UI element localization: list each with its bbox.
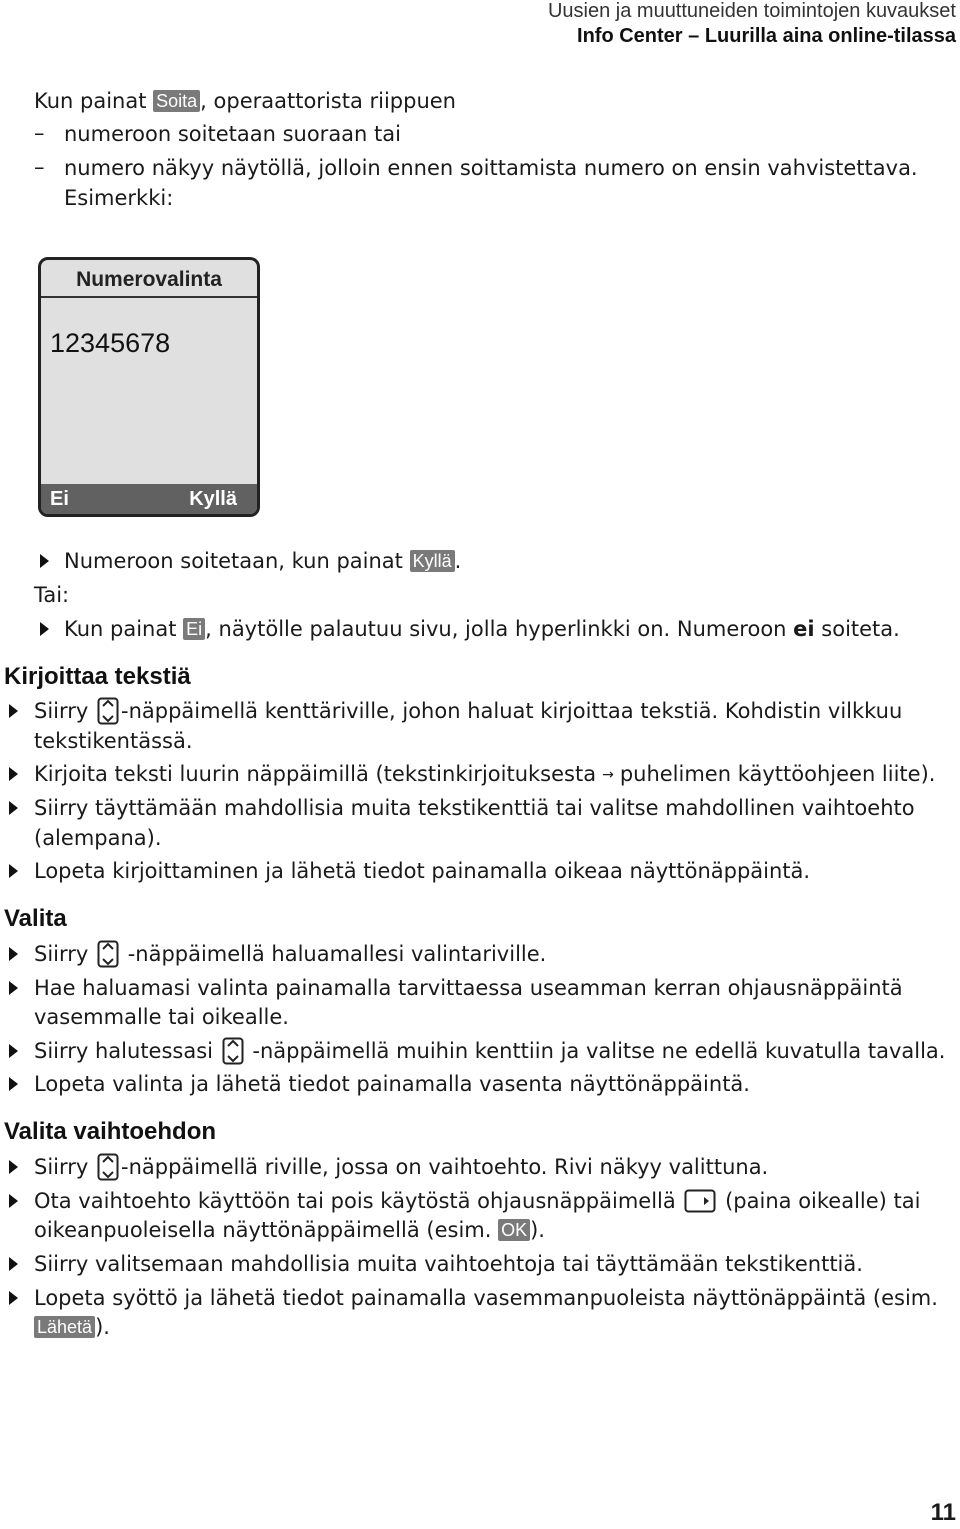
s1-bullet-3: Siirry täyttämään mahdollisia muita tekstikenttiä tai valitse mahdollinen vaihtoehto	[34, 796, 915, 820]
bullet-arrow-icon	[9, 981, 18, 995]
bullet-arrow-icon	[9, 947, 18, 961]
page-number: 11	[930, 1499, 956, 1526]
s1-bullet-3-cont: (alempana).	[34, 826, 162, 850]
intro-dash-2: numero näkyy näytöllä, jolloin ennen soittamista numero on ensin vahvistettava.	[64, 156, 918, 180]
s3-bullet-3: Siirry valitsemaan mahdollisia muita vaihtoehtoja tai täyttämään tekstikenttiä.	[34, 1252, 863, 1276]
bullet-arrow-icon	[9, 767, 18, 781]
heading-kirjoittaa-tekstia: Kirjoittaa tekstiä	[4, 663, 191, 690]
nav-key-right-icon	[684, 1189, 716, 1213]
heading-valita-vaihtoehdon: Valita vaihtoehdon	[4, 1118, 217, 1145]
phone-display-number: 12345678	[50, 328, 171, 358]
s3-bullet-4-cont: Lähetä ).	[34, 1313, 110, 1342]
reference-arrow-icon: →	[602, 767, 614, 783]
s2-bullet-4: Lopeta valinta ja lähetä tiedot painamalla vasenta näyttönäppäintä.	[34, 1072, 750, 1096]
kylla-key: Kyllä	[410, 550, 455, 572]
bullet-arrow-icon	[9, 1077, 18, 1091]
bullet-arrow-icon	[9, 1160, 18, 1174]
nav-key-updown-icon	[97, 1153, 119, 1181]
running-header-subtitle: Info Center – Luurilla aina online-tilassa	[577, 25, 956, 47]
bullet-arrow-icon	[9, 1291, 18, 1305]
bullet-arrow-icon	[9, 704, 18, 718]
call-bullet-2: Kun painat Ei , näytölle palautuu sivu, jolla hyperlinkki on. Numeroon ei soiteta.	[64, 617, 900, 641]
intro-line: Kun painat Soita , operaattorista riippuen	[34, 89, 456, 113]
running-header-title: Uusien ja muuttuneiden toimintojen kuvaukset	[547, 0, 956, 22]
s2-bullet-2: Hae haluamasi valinta painamalla tarvittaessa useamman kerran ohjausnäppäintä	[34, 976, 903, 1000]
intro-dash-1: numeroon soitetaan suoraan tai	[64, 122, 401, 146]
nav-key-updown-icon	[222, 1037, 244, 1065]
heading-valita: Valita	[4, 905, 67, 932]
phone-display	[38, 257, 260, 517]
s3-bullet-2: Ota vaihtoehto käyttöön tai pois käytöstä ohjausnäppäimellä (paina oikealle) tai	[34, 1189, 921, 1213]
bullet-arrow-icon	[9, 864, 18, 878]
s1-bullet-1: Siirry -näppäimellä kenttäriville, johon haluat kirjoittaa tekstiä. Kohdistin vilkkuu	[34, 699, 903, 723]
s2-bullet-1: Siirry -näppäimellä haluamallesi valintariville.	[34, 942, 547, 966]
intro-example-label: Esimerkki:	[64, 186, 174, 210]
bullet-arrow-icon	[9, 1194, 18, 1208]
s1-bullet-1-cont: tekstikentässä.	[34, 729, 193, 753]
dash-bullet: –	[34, 155, 45, 179]
dash-bullet: –	[34, 121, 45, 145]
softkey-ei[interactable]: Ei	[50, 488, 69, 510]
phone-softkey-bar	[41, 484, 257, 514]
call-or-label: Tai:	[34, 583, 70, 607]
s1-bullet-2: Kirjoita teksti luurin näppäimillä (tekstinkirjoituksesta → puhelimen käyttöohjeen liite).	[34, 762, 936, 786]
s2-bullet-2-cont: vasemmalle tai oikealle.	[34, 1005, 289, 1029]
ei-key: Ei	[183, 618, 205, 640]
s1-bullet-4: Lopeta kirjoittaminen ja lähetä tiedot painamalla oikeaa näyttönäppäintä.	[34, 859, 811, 883]
ok-key: OK	[498, 1219, 530, 1241]
call-bullet-1: Numeroon soitetaan, kun painat Kyllä .	[64, 549, 462, 573]
bullet-arrow-icon	[9, 801, 18, 815]
nav-key-updown-icon	[97, 940, 119, 968]
phone-display-title: Numerovalinta	[41, 260, 257, 298]
s2-bullet-3: Siirry halutessasi -näppäimellä muihin kenttiin ja valitse ne edellä kuvatulla tavalla.	[34, 1039, 946, 1063]
soita-key: Soita	[153, 90, 200, 112]
bullet-arrow-icon	[9, 1257, 18, 1271]
softkey-kylla[interactable]: Kyllä	[189, 488, 237, 510]
bullet-arrow-icon	[40, 622, 49, 636]
bullet-arrow-icon	[40, 554, 49, 568]
laheta-key: Lähetä	[34, 1316, 95, 1338]
s3-bullet-1: Siirry -näppäimellä riville, jossa on vaihtoehto. Rivi näkyy valittuna.	[34, 1155, 769, 1179]
nav-key-updown-icon	[97, 697, 119, 725]
s3-bullet-4: Lopeta syöttö ja lähetä tiedot painamalla vasemmanpuoleista näyttönäppäintä (esim.	[34, 1286, 938, 1310]
s3-bullet-2-cont: oikeanpuoleisella näyttönäppäimellä (esim. OK ).	[34, 1218, 545, 1242]
bullet-arrow-icon	[9, 1044, 18, 1058]
